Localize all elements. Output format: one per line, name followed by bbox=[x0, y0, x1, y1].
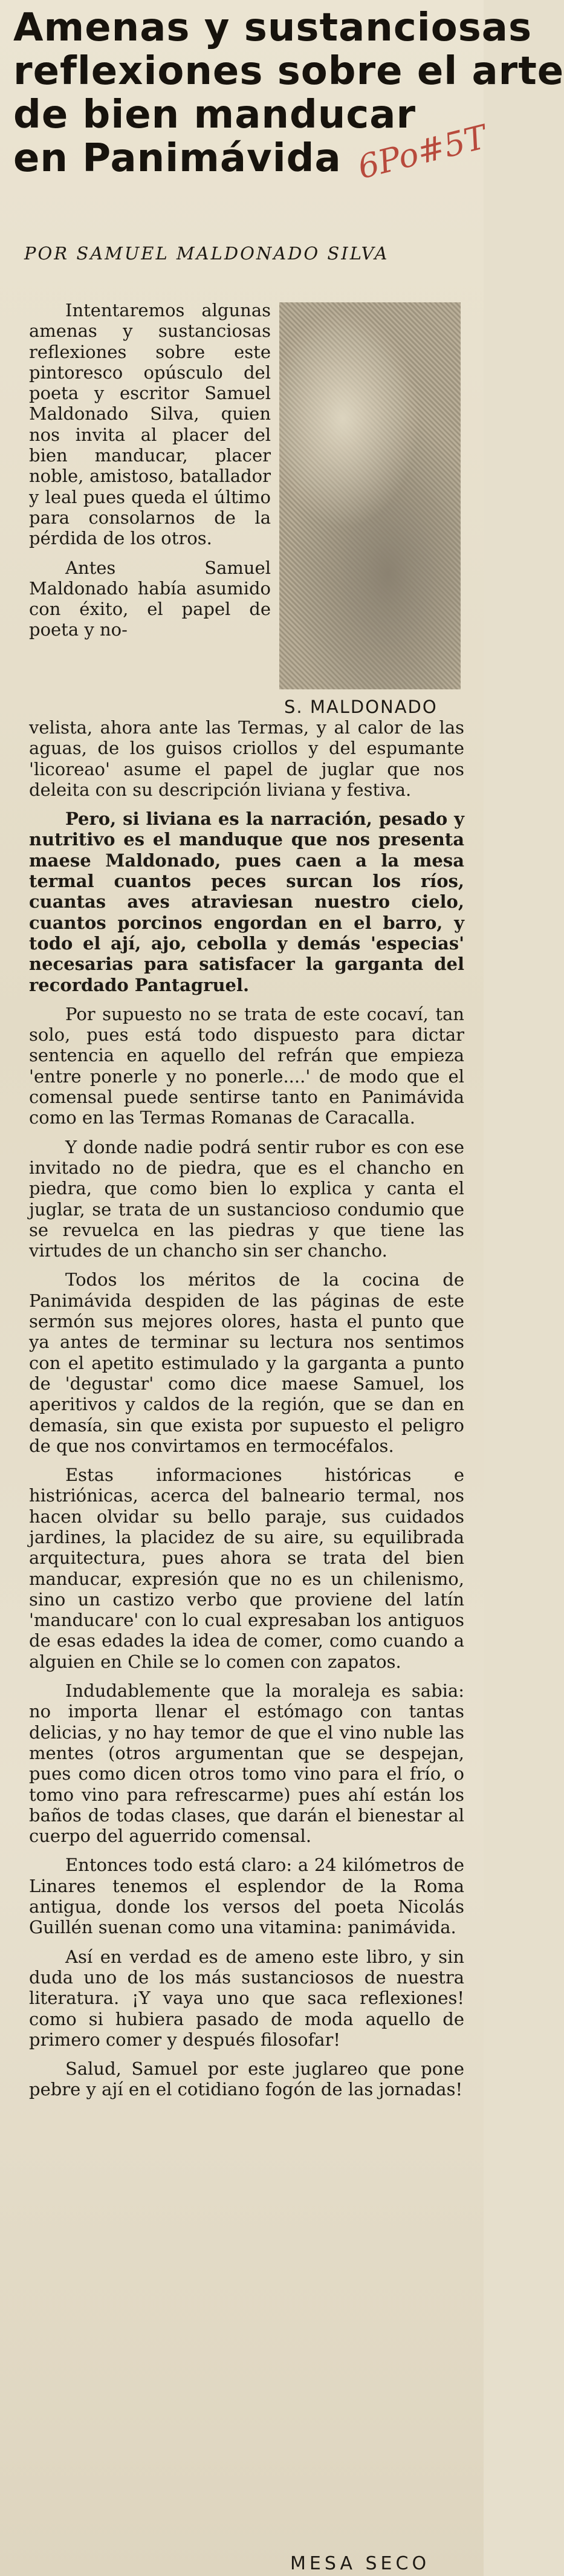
paragraph: Y donde nadie podrá sentir rubor es con ese invitado no de piedra, que es el chancho en piedra, que como bien lo explica y canta el juglar, se trata de un sustancioso condumio que se revuelca en las piedras y que tiene las virtudes de un chancho sin ser chancho. bbox=[29, 1136, 464, 1261]
paragraph: Intentaremos algunas amenas y sustanciosas reflexiones sobre este pintoresco opúsculo del poeta y escritor Samuel Maldonado Silva, quien nos invita al placer del bien manducar, placer noble, amistoso, batallador y leal pues queda el último para consolarnos de la pérdida de los otros. bbox=[29, 300, 271, 549]
article-body bbox=[29, 717, 464, 2100]
headline-line: en Panimávida bbox=[13, 136, 342, 181]
paragraph: Así en verdad es de ameno este libro, y sin duda uno de los más sustanciosos de nuestra literatura. ¡Y vaya uno que saca reflexiones! como si hubiera pasado de moda aquello de primero comer y después filosofar! bbox=[29, 1946, 464, 2050]
handwritten-annotation: 6Po#5T bbox=[354, 117, 491, 187]
paragraph: Salud, Samuel por este juglareo que pone pebre y ají en el cotidiano fogón de las jornadas! bbox=[29, 2058, 464, 2100]
headline-line: de bien manducar bbox=[13, 93, 416, 137]
paragraph: Pero, si liviana es la narración, pesado y nutritivo es el manduque que nos presenta maese Maldonado, pues caen a la mesa termal cuantos peces surcan los ríos, cuantas aves atraviesan nuestro cielo, cuantos porcinos engordan en el barro, y todo el ají, ajo, cebolla y demás 'especias' necesarias para satisfacer la garganta del recordado Pantagruel. bbox=[29, 808, 464, 995]
paragraph: Antes Samuel Maldonado había asumido con éxito, el papel de poeta y no- bbox=[29, 557, 271, 640]
paragraph: Estas informaciones históricas e histriónicas, acerca del balneario termal, nos hacen olvidar su bello paraje, sus cuidados jardines, la placidez de su aire, su equilibrada arquitectura, pues ahora se trata del bien manducar, expresión que no es un chilenismo, sino un castizo verbo que proviene del latín 'manducare' con lo cual expresaban los antiguos de esas edades la idea de comer, como cuando a alguien en Chile se lo comen con zapatos. bbox=[29, 1465, 464, 1672]
photo-caption: S. MALDONADO bbox=[284, 697, 438, 717]
author-photo bbox=[279, 302, 461, 689]
signoff: MESA SECO bbox=[290, 2553, 430, 2574]
paragraph: Todos los méritos de la cocina de Panimávida despiden de las páginas de este sermón sus mejores olores, hasta el punto que ya antes de terminar su lectura nos sentimos con el apetito estimulado y la garganta a punto de 'degustar' como dice maese Samuel, los aperitivos y caldos de la región, que se dan en demasía, sin que exista por supuesto el peligro de que nos convirtamos en termocéfalos. bbox=[29, 1269, 464, 1456]
byline: POR SAMUEL MALDONADO SILVA bbox=[24, 243, 389, 264]
article-column bbox=[29, 300, 271, 640]
paragraph: Indudablemente que la moraleja es sabia: no importa llenar el estómago con tantas delicias, y no hay temor de que el vino nuble las mentes (otros argumentan que se despejan, pues como dicen otros tomo vino para el frío, o tomo vino para refrescarme) pues ahí están los baños de todas clases, que darán el bienestar al cuerpo del aguerrido comensal. bbox=[29, 1680, 464, 1847]
paragraph: velista, ahora ante las Termas, y al calor de las aguas, de los guisos criollos y del espumante 'licoreao' asume el papel de juglar que nos deleita con su descripción liviana y festiva. bbox=[29, 717, 464, 800]
paragraph: Por supuesto no se trata de este cocaví, tan solo, pues está todo dispuesto para dictar sentencia en aquello del refrán que empieza 'entre ponerle y no ponerle....' de modo que el comensal puede sentirse tanto en Panimávida como en las Termas Romanas de Caracalla. bbox=[29, 1003, 464, 1128]
headline-line: Amenas y sustanciosas bbox=[13, 5, 533, 50]
headline-line: reflexiones sobre el arte bbox=[13, 49, 564, 94]
paragraph: Entonces todo está claro: a 24 kilómetros de Linares tenemos el esplendor de la Roma antigua, donde los versos del poeta Nicolás Guillén suenan como una vitamina: panimávida. bbox=[29, 1855, 464, 1938]
